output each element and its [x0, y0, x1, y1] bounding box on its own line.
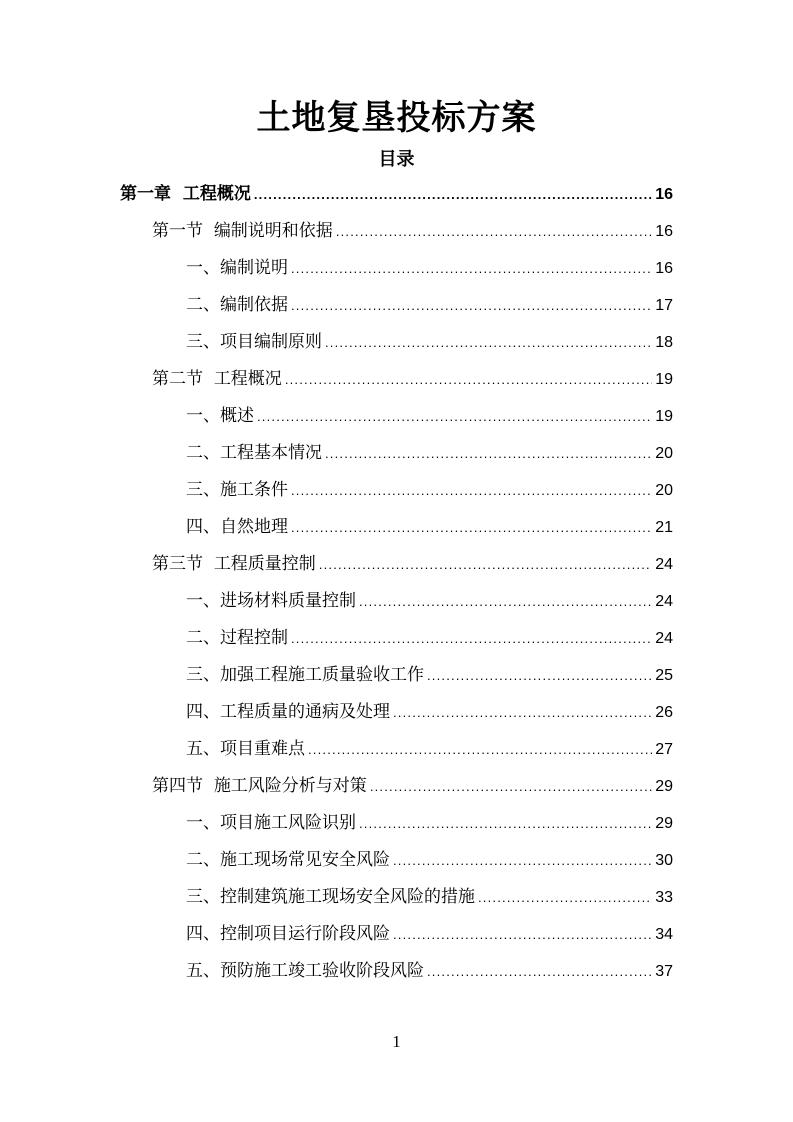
toc-entry-text: 施工现场常见安全风险	[220, 850, 390, 870]
toc-entry-page: 16	[655, 223, 673, 240]
toc-entry-text: 概述	[220, 406, 254, 426]
toc-entry-item[interactable]	[186, 623, 673, 653]
toc-entry-number: 一、	[186, 258, 220, 278]
toc-entry-item[interactable]	[186, 660, 673, 690]
toc-leader-dots	[325, 439, 652, 469]
toc-entry-item[interactable]	[186, 845, 673, 875]
toc-leader-dots	[319, 550, 652, 580]
toc-entry-page: 30	[655, 852, 673, 869]
toc-entry-page: 33	[655, 889, 673, 906]
toc-leader-dots	[291, 513, 652, 543]
toc-leader-dots	[393, 920, 652, 950]
toc-entry-number: 五、	[186, 961, 220, 981]
toc-entry-page: 37	[655, 963, 673, 980]
toc-leader-dots	[257, 402, 652, 432]
toc-leader-dots	[254, 180, 652, 210]
toc-entry-page: 24	[655, 556, 673, 573]
toc-leader-dots	[291, 291, 652, 321]
toc-entry-number: 三、	[186, 332, 220, 352]
toc-entry-number: 三、	[186, 665, 220, 685]
toc-entry-item[interactable]	[186, 882, 673, 912]
toc-entry-item[interactable]	[186, 697, 673, 727]
toc-leader-dots	[325, 328, 652, 358]
toc-entry-page: 26	[655, 704, 673, 721]
toc-entry-text: 工程概况	[182, 184, 251, 204]
toc-leader-dots	[427, 661, 652, 691]
toc-entry-text: 工程质量的通病及处理	[220, 702, 390, 722]
toc-entry-number: 一、	[186, 591, 220, 611]
toc-leader-dots	[359, 587, 652, 617]
toc-entry-section[interactable]	[152, 364, 673, 394]
toc-entry-number: 第三节	[152, 554, 203, 574]
toc-entry-page: 16	[655, 260, 673, 277]
toc-entry-number: 三、	[186, 887, 220, 907]
toc-entry-item[interactable]	[186, 253, 673, 283]
toc-entry-number: 三、	[186, 480, 220, 500]
toc-entry-number: 第四节	[152, 776, 203, 796]
toc-entry-page: 34	[655, 926, 673, 943]
toc-entry-number: 第一节	[152, 221, 203, 241]
toc-entry-number: 四、	[186, 517, 220, 537]
toc-entry-text: 编制依据	[220, 295, 288, 315]
toc-leader-dots	[370, 772, 652, 802]
toc-entry-text: 预防施工竣工验收阶段风险	[220, 961, 424, 981]
toc-entry-number: 二、	[186, 628, 220, 648]
toc-leader-dots	[427, 957, 652, 987]
toc-entry-number: 第二节	[152, 369, 203, 389]
toc-leader-dots	[285, 365, 652, 395]
toc-entry-page: 29	[655, 778, 673, 795]
toc-entry-text: 控制建筑施工现场安全风险的措施	[220, 887, 475, 907]
toc-leader-dots	[336, 217, 652, 247]
toc-entry-page: 29	[655, 815, 673, 832]
toc-entry-number: 四、	[186, 924, 220, 944]
toc-entry-text: 自然地理	[220, 517, 288, 537]
toc-entry-number: 一、	[186, 813, 220, 833]
toc-entry-page: 25	[655, 667, 673, 684]
toc-entry-number: 一、	[186, 406, 220, 426]
toc-leader-dots	[291, 624, 652, 654]
toc-entry-number: 五、	[186, 739, 220, 759]
toc-entry-item[interactable]	[186, 919, 673, 949]
toc-entry-page: 17	[655, 297, 673, 314]
toc-entry-item[interactable]	[186, 290, 673, 320]
toc-entry-page: 20	[655, 445, 673, 462]
toc-entry-text: 工程概况	[213, 369, 282, 389]
toc-entry-item[interactable]	[186, 808, 673, 838]
toc-entry-item[interactable]	[186, 734, 673, 764]
toc-entry-text: 项目施工风险识别	[220, 813, 356, 833]
toc-entry-text: 编制说明和依据	[213, 221, 333, 241]
toc-leader-dots	[393, 698, 652, 728]
toc-entry-item[interactable]	[186, 956, 673, 986]
document-title: 土地复垦投标方案	[256, 98, 537, 138]
toc-entry-item[interactable]	[186, 327, 673, 357]
toc-entry-page: 19	[655, 371, 673, 388]
toc-entry-number: 二、	[186, 295, 220, 315]
toc-entry-page: 18	[655, 334, 673, 351]
toc-entry-item[interactable]	[186, 401, 673, 431]
toc-entry-text: 编制说明	[220, 258, 288, 278]
toc-entry-page: 24	[655, 630, 673, 647]
toc-entry-page: 16	[655, 186, 673, 203]
toc-entry-text: 控制项目运行阶段风险	[220, 924, 390, 944]
toc-entry-number: 第一章	[120, 184, 171, 204]
toc-entry-page: 21	[655, 519, 673, 536]
toc-entry-text: 项目重难点	[220, 739, 305, 759]
toc-entry-item[interactable]	[186, 512, 673, 542]
toc-entry-text: 加强工程施工质量验收工作	[220, 665, 424, 685]
toc-entry-text: 施工条件	[220, 480, 288, 500]
toc-entry-item[interactable]	[186, 475, 673, 505]
page-number: 1	[392, 1032, 401, 1051]
toc-entry-number: 四、	[186, 702, 220, 722]
toc-entry-page: 27	[655, 741, 673, 758]
toc-entry-chapter[interactable]	[120, 179, 673, 209]
toc-entry-text: 项目编制原则	[220, 332, 322, 352]
toc-entry-section[interactable]	[152, 771, 673, 801]
toc-entry-section[interactable]	[152, 216, 673, 246]
toc-entry-page: 19	[655, 408, 673, 425]
toc-entry-number: 二、	[186, 850, 220, 870]
toc-entry-page: 20	[655, 482, 673, 499]
toc-entry-item[interactable]	[186, 586, 673, 616]
toc-leader-dots	[478, 883, 652, 913]
toc-leader-dots	[308, 735, 652, 765]
toc-leader-dots	[291, 254, 652, 284]
toc-entry-text: 工程质量控制	[213, 554, 316, 574]
toc-entry-text: 进场材料质量控制	[220, 591, 356, 611]
toc-entry-section[interactable]	[152, 549, 673, 579]
toc-entry-page: 24	[655, 593, 673, 610]
toc-leader-dots	[393, 846, 652, 876]
toc-entry-number: 二、	[186, 443, 220, 463]
toc-leader-dots	[291, 476, 652, 506]
toc-leader-dots	[359, 809, 652, 839]
toc-entry-text: 工程基本情况	[220, 443, 322, 463]
toc-entry-item[interactable]	[186, 438, 673, 468]
toc-entry-text: 施工风险分析与对策	[213, 776, 367, 796]
toc-heading: 目录	[378, 149, 415, 170]
toc-entry-text: 过程控制	[220, 628, 288, 648]
